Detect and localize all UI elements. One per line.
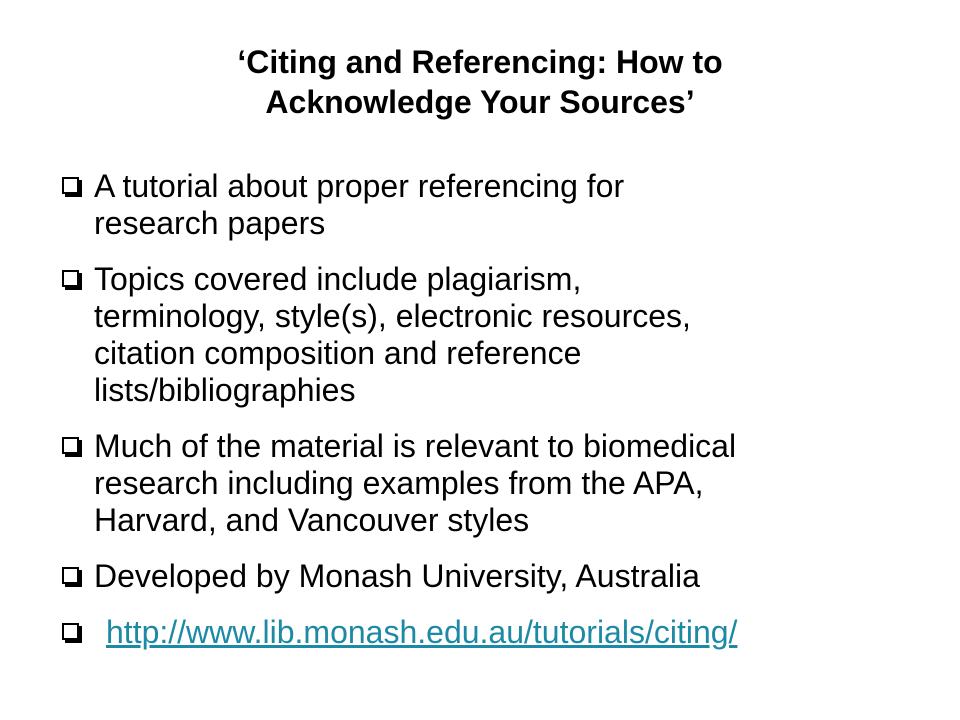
bullet-line: research papers — [94, 205, 326, 241]
bullet-line: citation composition and reference — [94, 335, 582, 371]
square-bullet-icon — [62, 168, 86, 205]
bullet-line: Topics covered include plagiarism, — [94, 261, 582, 297]
bullet-line: A tutorial about proper referencing for — [94, 168, 625, 204]
square-bullet-icon — [62, 614, 86, 651]
title-line-1: ‘Citing and Referencing: How to — [237, 44, 723, 80]
bullet-list — [62, 168, 922, 670]
bullet-line: Much of the material is relevant to biomedical — [94, 428, 737, 464]
bullet-line: research including examples from the APA, — [94, 465, 704, 501]
slide-title — [60, 42, 900, 122]
bullet-item-tutorial — [62, 168, 922, 242]
bullet-item-material — [62, 428, 922, 539]
square-bullet-icon — [62, 558, 86, 595]
square-bullet-icon — [62, 428, 86, 465]
bullet-line: Harvard, and Vancouver styles — [94, 502, 530, 538]
bullet-line: terminology, style(s), electronic resources, — [94, 298, 691, 334]
bullet-item-link — [62, 614, 922, 651]
bullet-line: lists/bibliographies — [94, 372, 356, 408]
square-bullet-icon — [62, 261, 86, 298]
bullet-item-developer — [62, 558, 922, 595]
tutorial-link[interactable]: http://www.lib.monash.edu.au/tutorials/citing/ — [106, 614, 738, 650]
title-line-2: Acknowledge Your Sources’ — [265, 84, 695, 120]
bullet-line: Developed by Monash University, Australia — [94, 558, 700, 594]
bullet-item-topics — [62, 261, 922, 409]
